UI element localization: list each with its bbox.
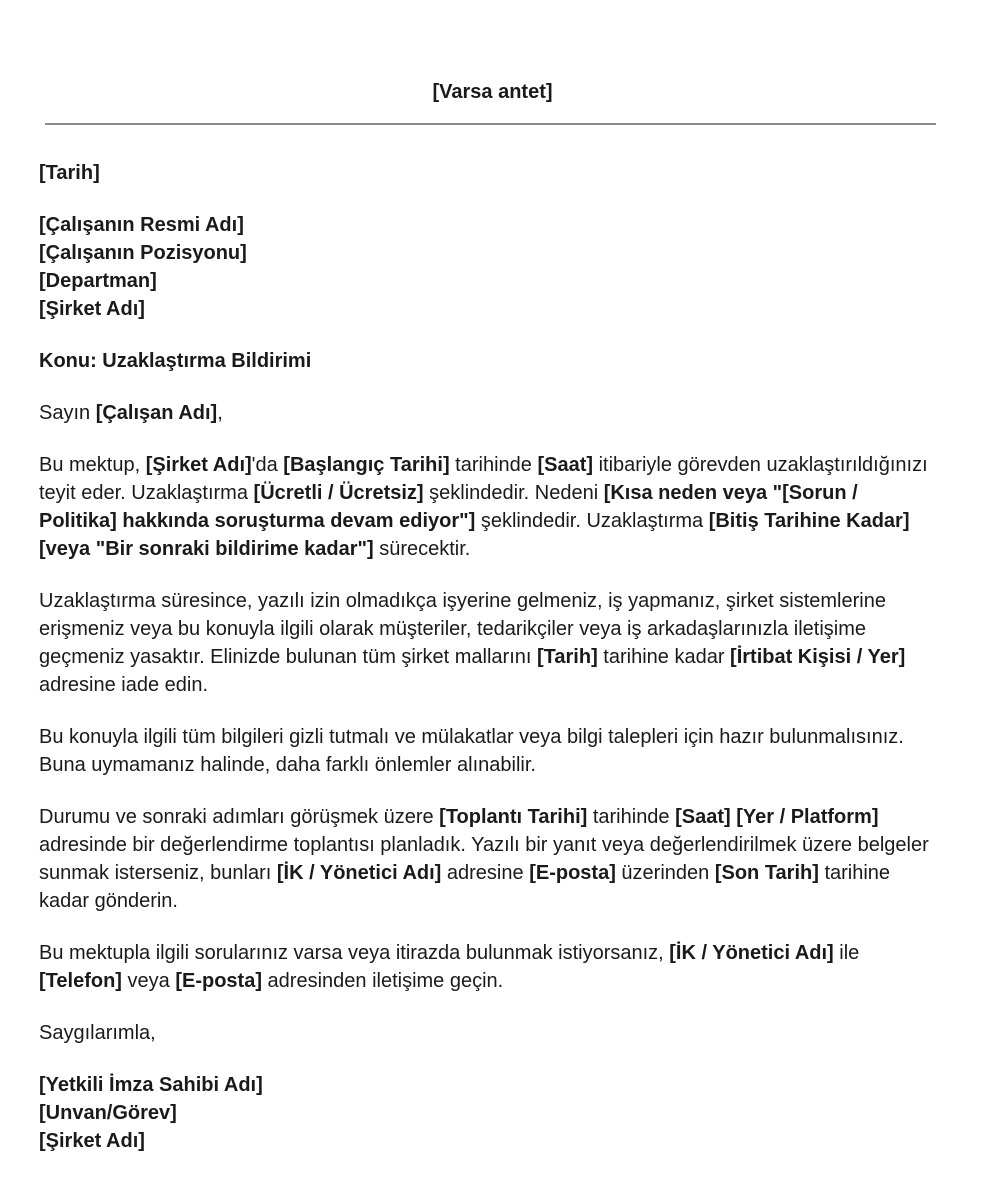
p5-text-1: Bu mektupla ilgili sorularınız varsa veya itirazda bulunmak istiyorsanız, — [39, 942, 670, 964]
closing: Saygılarımla, — [39, 1022, 156, 1044]
p1-text-2: 'da — [251, 454, 284, 476]
recipient-name: [Çalışanın Resmi Adı] — [39, 214, 244, 236]
p5-field-phone: [Telefon] — [39, 970, 122, 992]
signatory-company: [Şirket Adı] — [39, 1130, 145, 1152]
salutation-prefix: Sayın — [39, 402, 96, 424]
paragraph-suspension-details — [39, 451, 939, 563]
p2-field-date: [Tarih] — [537, 646, 598, 668]
p1-field-company: [Şirket Adı] — [145, 454, 252, 476]
date-block — [39, 159, 940, 187]
p2-text-3: adresine iade edin. — [39, 674, 209, 696]
p2-text-1: Uzaklaştırma süresince, yazılı izin olmadıkça işyerine gelmeniz, iş yapmanız, şirket sistemlerine erişmeniz veya bu konuyla ilgili olarak müşteriler, tedarikçiler veya iş arkadaşlarınızla iletişime geçmeniz yasaktır. Elinizde bulunan tüm şirket mallarını — [39, 590, 886, 668]
p4-field-email: [E-posta] — [529, 862, 616, 884]
p5-field-email: [E-posta] — [175, 970, 262, 992]
p1-field-paid-unpaid: [Ücretli / Ücretsiz] — [253, 482, 424, 504]
letterhead: [Varsa antet] — [432, 81, 553, 103]
recipient-block — [39, 211, 940, 323]
letter-date: [Tarih] — [39, 162, 100, 184]
header-divider — [45, 123, 936, 125]
paragraph-restrictions — [39, 587, 939, 699]
p1-text-7: sürecektir. — [373, 538, 471, 560]
p4-field-deadline: [Son Tarih] — [714, 862, 819, 884]
subject-line: Konu: Uzaklaştırma Bildirimi — [39, 350, 312, 372]
p4-text-4: adresine — [441, 862, 530, 884]
p5-text-4: adresinden iletişime geçin. — [261, 970, 504, 992]
p5-text-2: ile — [833, 942, 860, 964]
subject-block — [39, 347, 940, 375]
p4-text-3: adresinde bir değerlendirme toplantısı planladık. Yazılı bir yanıt veya değerlendirilmek üzere belgeler sunmak isterseniz, bunları — [39, 834, 929, 884]
paragraph-contact — [39, 939, 939, 995]
p4-field-hr-name: [İK / Yönetici Adı] — [276, 862, 442, 884]
p4-field-meeting-date: [Toplantı Tarihi] — [439, 806, 588, 828]
p1-field-start-date: [Başlangıç Tarihi] — [283, 454, 450, 476]
salutation-suffix: , — [217, 402, 223, 424]
p4-field-time-place: [Saat] [Yer / Platform] — [675, 806, 879, 828]
signatory-name: [Yetkili İmza Sahibi Adı] — [39, 1074, 263, 1096]
salutation-name: [Çalışan Adı] — [95, 402, 218, 424]
p5-text-3: veya — [121, 970, 176, 992]
paragraph-review-meeting — [39, 803, 939, 915]
p1-field-time: [Saat] — [537, 454, 594, 476]
signature-block — [39, 1071, 940, 1155]
p2-field-contact: [İrtibat Kişisi / Yer] — [730, 646, 906, 668]
p1-field-reason: [Kısa neden veya "[Sorun / Politika] hakkında soruşturma devam ediyor"] — [39, 482, 858, 532]
p4-text-2: tarihinde — [587, 806, 676, 828]
signatory-title: [Unvan/Görev] — [39, 1102, 177, 1124]
p4-text-6: tarihine kadar gönderin. — [39, 862, 891, 912]
p4-text-5: üzerinden — [615, 862, 715, 884]
p5-field-hr-name: [İK / Yönetici Adı] — [669, 942, 834, 964]
paragraph-confidentiality — [39, 723, 939, 779]
p1-text-3: tarihinde — [449, 454, 538, 476]
recipient-company: [Şirket Adı] — [39, 298, 145, 320]
p1-text-4: itibariyle görevden uzaklaştırıldığınızı teyit eder. Uzaklaştırma — [39, 454, 928, 504]
p4-text-1: Durumu ve sonraki adımları görüşmek üzere — [39, 806, 440, 828]
p1-field-end-date: [Bitiş Tarihine Kadar] [veya "Bir sonraki bildirime kadar"] — [39, 510, 910, 560]
p1-text-5: şeklindedir. Nedeni — [423, 482, 604, 504]
salutation — [39, 399, 940, 427]
recipient-department: [Departman] — [39, 270, 157, 292]
p1-text-6: şeklindedir. Uzaklaştırma — [475, 510, 709, 532]
p3-text-1: Bu konuyla ilgili tüm bilgileri gizli tutmalı ve mülakatlar veya bilgi talepleri için hazır bulunmalısınız. Buna uymamanız halinde, daha farklı önlemler alınabilir. — [39, 726, 904, 776]
recipient-position: [Çalışanın Pozisyonu] — [39, 242, 247, 264]
p1-text-1: Bu mektup, — [39, 454, 146, 476]
p2-text-2: tarihine kadar — [597, 646, 731, 668]
